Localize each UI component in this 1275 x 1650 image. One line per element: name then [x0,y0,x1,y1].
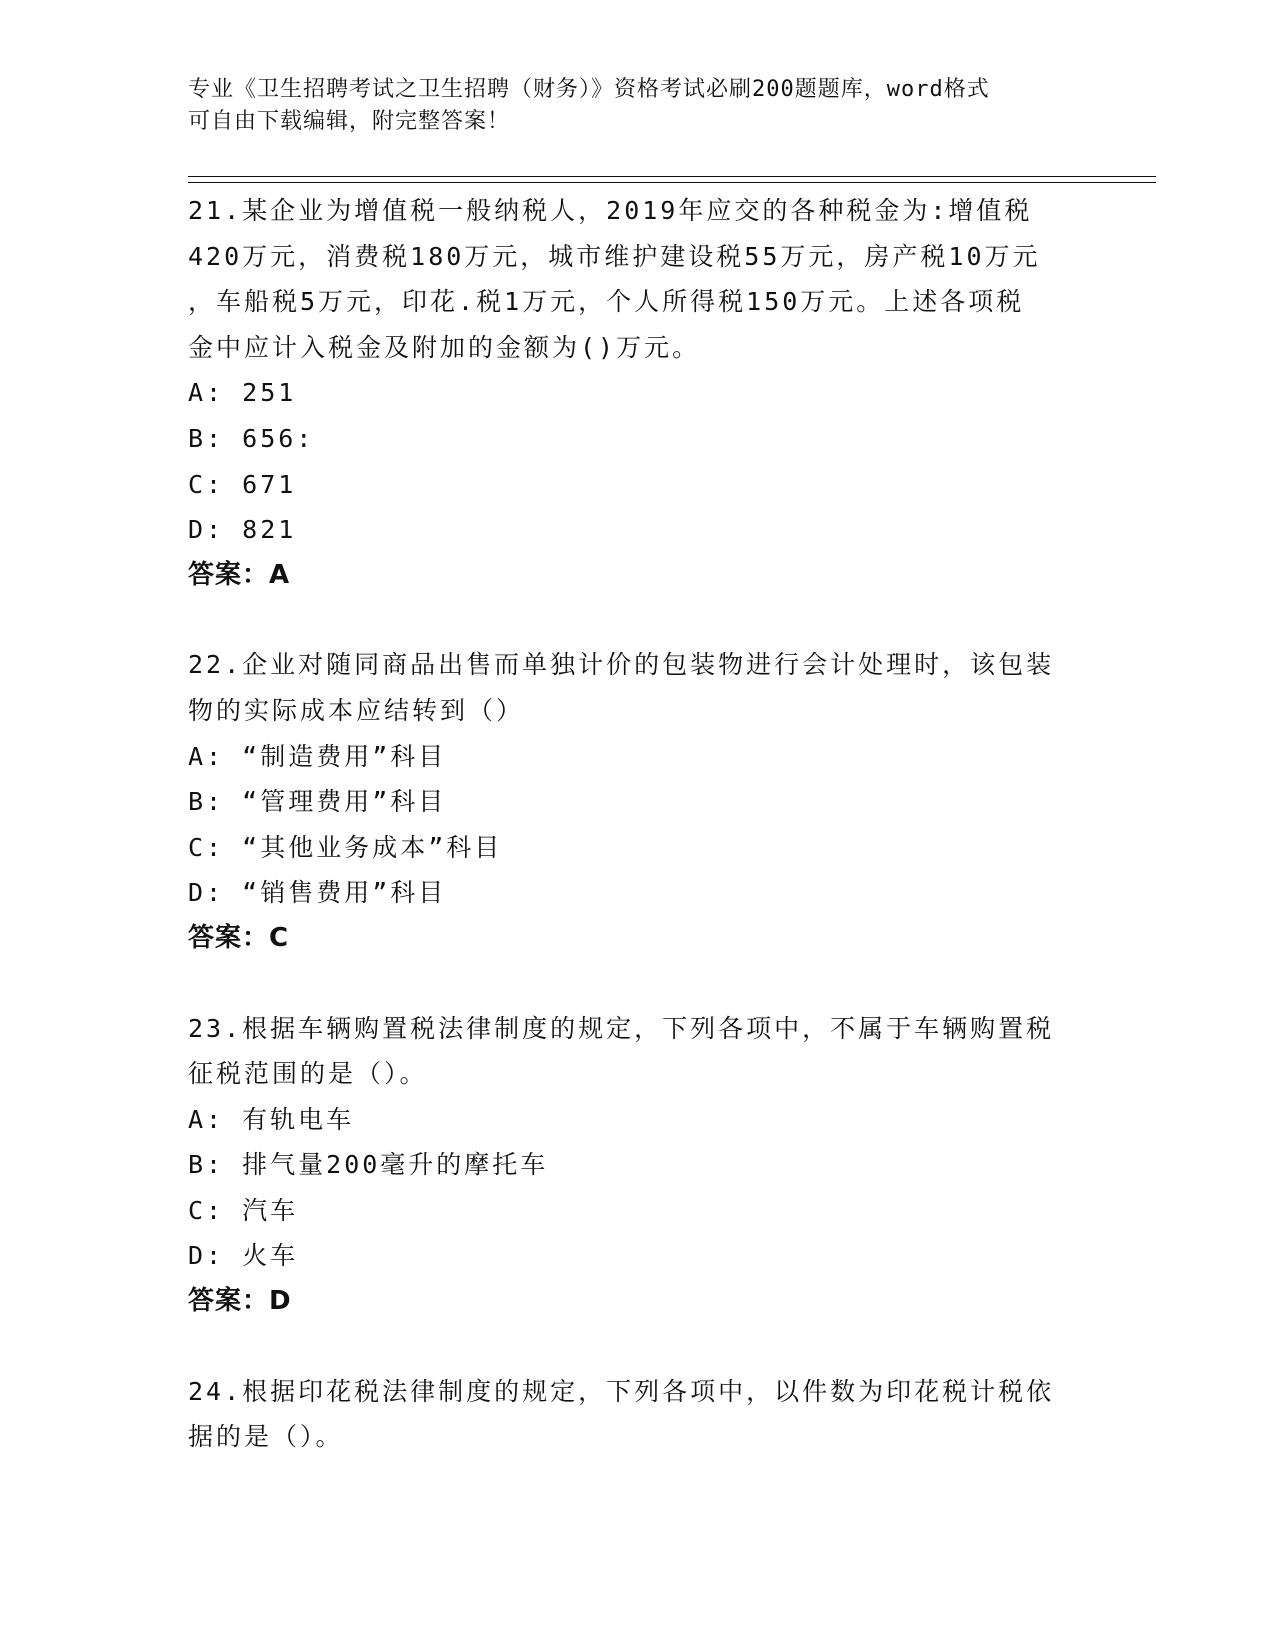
question-stem-line: 23.根据车辆购置税法律制度的规定，下列各项中，不属于车辆购置税 [188,1013,1055,1043]
option-a: A: 251 [188,378,297,408]
option-b: B: 排气量200毫升的摩托车 [188,1150,549,1180]
document-header [188,74,1088,138]
option-c: C: 汽车 [188,1195,299,1225]
question-stem-line: 金中应计入税金及附加的金额为()万元。 [188,332,701,362]
question-stem-line: ，车船税5万元，印花.税1万元，个人所得税150万元。上述各项税 [188,287,1025,317]
question-23 [188,1006,1088,1325]
answer-label: 答案：A [188,559,291,590]
question-stem-line: 物的实际成本应结转到（） [188,695,525,725]
option-a: A: “制造费用”科目 [188,741,447,771]
option-c: C: 671 [188,469,297,499]
option-a: A: 有轨电车 [188,1104,355,1134]
question-24 [188,1369,1088,1460]
header-divider-bottom [188,182,1156,183]
option-b: B: “管理费用”科目 [188,787,447,817]
question-list [188,188,1088,1460]
option-d: D: “销售费用”科目 [188,878,447,908]
header-line-2: 可自由下载编辑，附完整答案！ [188,109,511,134]
question-stem-line: 420万元，消费税180万元，城市维护建设税55万元，房产税10万元 [188,241,1041,271]
question-stem-line: 21.某企业为增值税一般纳税人，2019年应交的各种税金为:增值税 [188,196,1033,225]
answer-label: 答案：D [188,1286,292,1317]
header-divider-top [188,176,1156,177]
question-21 [188,188,1088,598]
answer-label: 答案：C [188,922,290,953]
question-stem-line: 据的是（）。 [188,1422,344,1452]
option-b: B: 656: [188,423,315,453]
header-line-1: 专业《卫生招聘考试之卫生招聘（财务）》资格考试必刷200题题库，word格式 [188,77,990,102]
question-22 [188,642,1088,961]
option-d: D: 821 [188,515,297,545]
question-stem-line: 征税范围的是（）。 [188,1059,428,1089]
option-c: C: “其他业务成本”科目 [188,832,503,862]
question-stem-line: 22.企业对随同商品出售而单独计价的包装物进行会计处理时，该包装 [188,650,1055,680]
option-d: D: 火车 [188,1241,299,1271]
question-stem-line: 24.根据印花税法律制度的规定，下列各项中，以件数为印花税计税依 [188,1376,1055,1406]
